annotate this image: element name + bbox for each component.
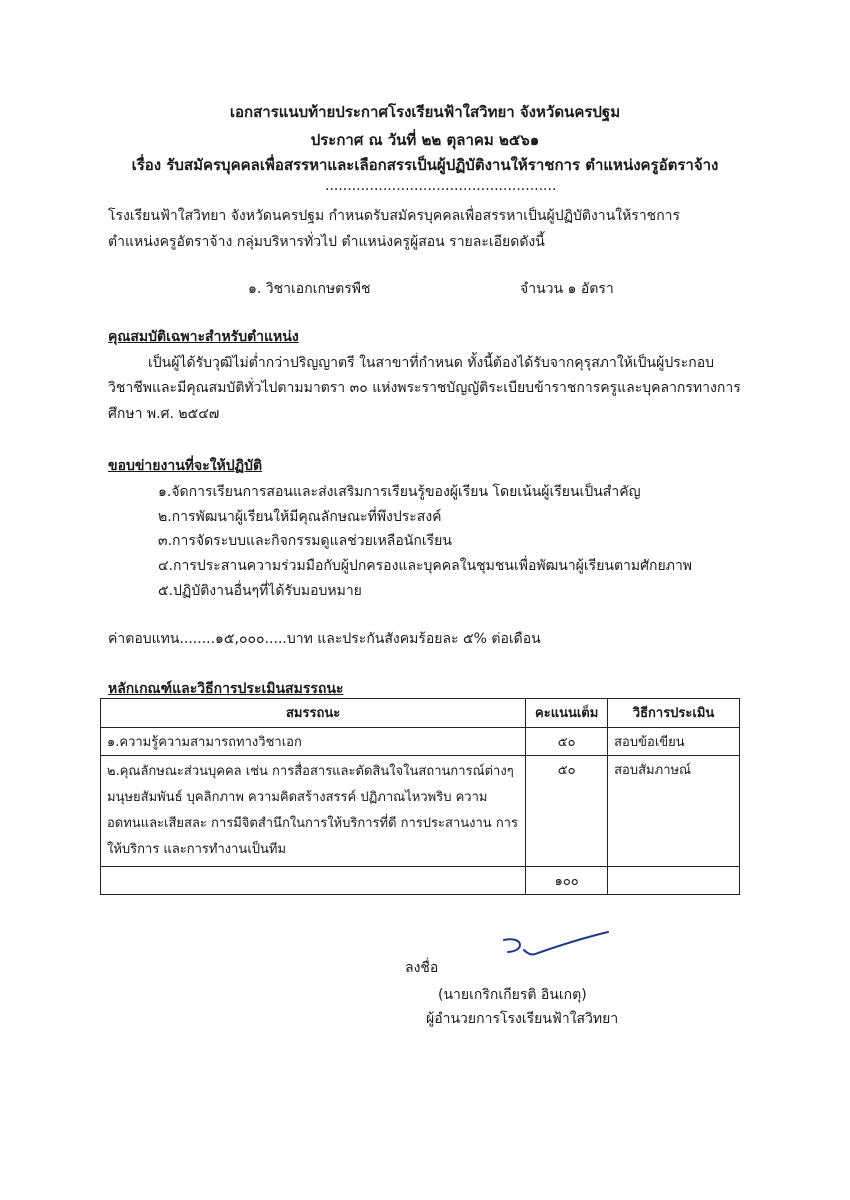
- evaluation-heading: หลักเกณฑ์และวิธีการประเมินสมรรถนะ: [108, 681, 344, 697]
- duty-item-1: ๑.จัดการเรียนการสอนและส่งเสริมการเรียนรู้ของผู้เรียน โดยเน้นผู้เรียนเป็นสำคัญ: [158, 484, 641, 500]
- duty-item-4: ๔.การประสานความร่วมมือกับผู้ปกครองและบุคคลในชุมชนเพื่อพัฒนาผู้เรียนตามศักยภาพ: [158, 558, 693, 574]
- signature-label: ลงชื่อ: [405, 960, 439, 976]
- evaluation-table: [100, 698, 740, 895]
- duty-item-2: ๒.การพัฒนาผู้เรียนให้มีคุณลักษณะที่พึงประสงค์: [158, 509, 442, 525]
- signatory-name: (นายเกริกเกียรติ อินเกตุ): [438, 987, 587, 1003]
- method-cell: สอบข้อเขียน: [608, 728, 740, 756]
- total-score-cell: ๑๐๐: [526, 867, 608, 895]
- score-cell: ๕๐: [526, 728, 608, 756]
- table-row: [101, 756, 740, 867]
- score-cell: ๕๐: [526, 756, 608, 867]
- signatory-title: ผู้อำนวยการโรงเรียนฟ้าใสวิทยา: [426, 1011, 619, 1027]
- qualifications-line-2: วิชาชีพและมีคุณสมบัติทั่วไปตามมาตรา ๓๐ แห่งพระราชบัญญัติระเบียบข้าราชการครูและบุคลากรทางการ: [108, 380, 741, 396]
- header-line-2: ประกาศ ณ วันที่ ๒๒ ตุลาคม ๒๕๖๑: [310, 131, 540, 149]
- qualifications-heading: คุณสมบัติเฉพาะสำหรับตำแหน่ง: [108, 329, 299, 345]
- header-line-3: เรื่อง รับสมัครบุคคลเพื่อสรรหาและเลือกสรรเป็นผู้ปฏิบัติงานให้ราชการ ตำแหน่งครูอัตราจ้าง: [131, 156, 719, 174]
- intro-line-1: โรงเรียนฟ้าใสวิทยา จังหวัดนครปฐม กำหนดรับสมัครบุคคลเพื่อสรรหาเป็นผู้ปฏิบัติงานให้ราชการ: [108, 208, 681, 224]
- column-header-method: วิธีการประเมิน: [608, 699, 740, 728]
- competency-cell: ๒.คุณลักษณะส่วนบุคคล เช่น การสื่อสารและตัดสินใจในสถานการณ์ต่างๆ มนุษยสัมพันธ์ บุคลิกภาพ ความคิดสร้างสรรค์ ปฏิภาณไหวพริบ ความอดทนและเสียสละ การมีจิตสำนึกในการให้บริการที่ดี การประสานงาน การให้บริการ และการทำงานเป็นทีม: [101, 756, 526, 867]
- position-item: ๑. วิชาเอกเกษตรพืช: [248, 281, 371, 297]
- duty-item-5: ๕.ปฏิบัติงานอื่นๆที่ได้รับมอบหมาย: [158, 583, 362, 599]
- qualifications-line-3: ศึกษา พ.ศ. ๒๕๔๗: [108, 406, 220, 422]
- position-count: จำนวน ๑ อัตรา: [520, 281, 614, 297]
- column-header-score: คะแนนเต็ม: [526, 699, 608, 728]
- qualifications-line-1: เป็นผู้ได้รับวุฒิไม่ต่ำกว่าปริญญาตรี ในสาขาที่กำหนด ทั้งนี้ต้องได้รับจากคุรุสภาให้เป็นผู้ประกอบ: [148, 355, 715, 371]
- table-row: [101, 728, 740, 756]
- salary-line: ค่าตอบแทน........๑๕,๐๐๐.....บาท และประกันสังคมร้อยละ ๕% ต่อเดือน: [108, 631, 541, 647]
- column-header-competency: สมรรถนะ: [101, 699, 526, 728]
- handwritten-signature: [498, 928, 613, 968]
- method-cell: สอบสัมภาษณ์: [608, 756, 740, 867]
- intro-line-2: ตำแหน่งครูอัตราจ้าง กลุ่มบริหารทั่วไป ตำแหน่งครูผู้สอน รายละเอียดดังนี้: [108, 234, 545, 250]
- table-header-row: [101, 699, 740, 728]
- competency-cell: ๑.ความรู้ความสามารถทางวิชาเอก: [101, 728, 526, 756]
- total-method-cell: [608, 867, 740, 895]
- duty-item-3: ๓.การจัดระบบและกิจกรรมดูแลช่วยเหลือนักเรียน: [158, 533, 452, 549]
- header-divider: ....................................................: [325, 178, 557, 194]
- total-label-cell: [101, 867, 526, 895]
- duties-heading: ขอบข่ายงานที่จะให้ปฏิบัติ: [108, 458, 263, 474]
- table-total-row: [101, 867, 740, 895]
- header-line-1: เอกสารแนบท้ายประกาศโรงเรียนฟ้าใสวิทยา จังหวัดนครปฐม: [229, 103, 621, 121]
